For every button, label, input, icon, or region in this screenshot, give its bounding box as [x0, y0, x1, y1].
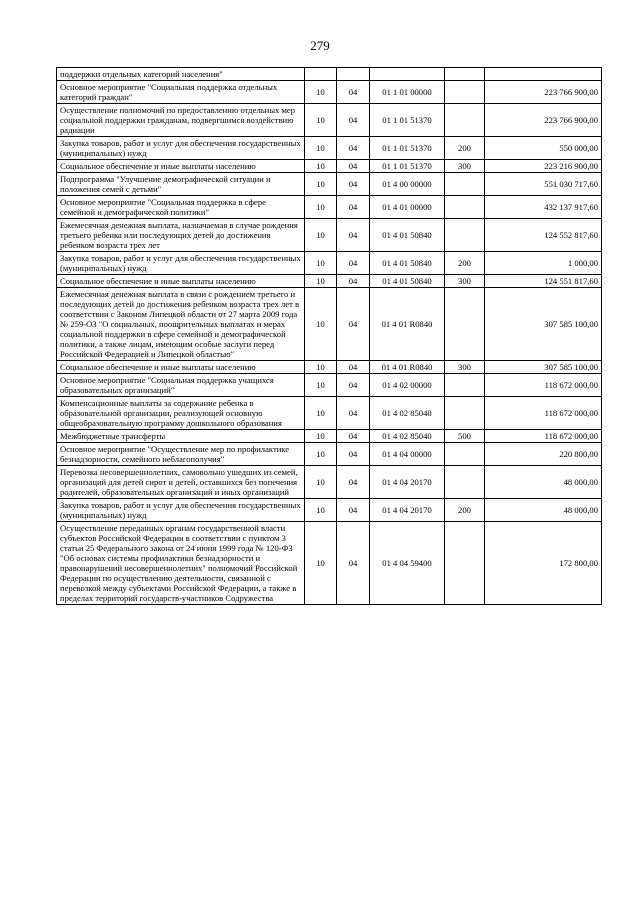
row-name: Осуществление переданных органам государственной власти субъектов Российской Федерации в соответствии с пунктом 3 статьи 25 Федерального закона от 24 июня 1999 года № 120-ФЗ "Об основах системы профилактики безнадзорности и правонарушений несовершеннолетних" полномочий Российской Федерации по осуществлению деятельности, связанной с перевозкой между субъектами Российской Федерации, а также в пределах территорий государств-участников Содружества: [57, 522, 305, 605]
row-section: 10: [305, 522, 337, 605]
row-target-code: 01 1 01 51370: [370, 104, 445, 137]
row-expense-type: [445, 196, 485, 219]
row-section: 10: [305, 288, 337, 361]
table-row: [57, 466, 602, 499]
row-name: Ежемесячная денежная выплата, назначаемая в случае рождения третьего ребенка или последующих детей до достижения ребенком возраста трех лет: [57, 219, 305, 252]
row-subsection: 04: [337, 160, 370, 173]
row-target-code: 01 4 01 50840: [370, 275, 445, 288]
row-amount: 223 216 900,00: [485, 160, 602, 173]
row-subsection: 04: [337, 196, 370, 219]
row-expense-type: [445, 288, 485, 361]
row-target-code: 01 4 01 50840: [370, 252, 445, 275]
row-expense-type: 200: [445, 137, 485, 160]
row-section: 10: [305, 275, 337, 288]
row-section: 10: [305, 173, 337, 196]
row-subsection: 04: [337, 466, 370, 499]
row-amount: 307 585 100,00: [485, 361, 602, 374]
row-expense-type: [445, 397, 485, 430]
row-subsection: 04: [337, 252, 370, 275]
row-expense-type: 200: [445, 499, 485, 522]
table-row: [57, 397, 602, 430]
row-amount: 550 000,00: [485, 137, 602, 160]
row-name: Основное мероприятие "Социальная поддержка в сфере семейной и демографической политики": [57, 196, 305, 219]
row-amount: 220 800,00: [485, 443, 602, 466]
row-expense-type: [445, 81, 485, 104]
table-row: [57, 361, 602, 374]
row-target-code: 01 4 02 85040: [370, 397, 445, 430]
row-expense-type: [445, 173, 485, 196]
row-subsection: 04: [337, 275, 370, 288]
row-expense-type: 300: [445, 160, 485, 173]
row-subsection: 04: [337, 137, 370, 160]
table-row: [57, 288, 602, 361]
row-section: 10: [305, 160, 337, 173]
row-section: 10: [305, 374, 337, 397]
table-row: [57, 252, 602, 275]
row-section: 10: [305, 361, 337, 374]
table-row: [57, 275, 602, 288]
row-subsection: 04: [337, 219, 370, 252]
row-target-code: 01 1 01 00000: [370, 81, 445, 104]
row-name: Социальное обеспечение и иные выплаты населению: [57, 361, 305, 374]
row-section: 10: [305, 137, 337, 160]
row-amount: 118 672 000,00: [485, 430, 602, 443]
row-target-code: 01 4 02 00000: [370, 374, 445, 397]
row-section: 10: [305, 443, 337, 466]
row-target-code: 01 4 04 00000: [370, 443, 445, 466]
row-name: Подпрограмма "Улучшение демографической ситуации и положения семей с детьми": [57, 173, 305, 196]
row-amount: 307 585 100,00: [485, 288, 602, 361]
row-amount: 124 551 817,60: [485, 275, 602, 288]
row-expense-type: [445, 104, 485, 137]
row-name: Межбюджетные трансферты: [57, 430, 305, 443]
page-number: 279: [310, 38, 330, 53]
row-target-code: 01 4 02 85040: [370, 430, 445, 443]
row-target-code: 01 4 01 R0840: [370, 288, 445, 361]
row-amount: 432 137 917,60: [485, 196, 602, 219]
row-target-code: 01 4 01 00000: [370, 196, 445, 219]
row-amount: 48 000,00: [485, 466, 602, 499]
row-target-code: 01 1 01 51370: [370, 137, 445, 160]
row-section: 10: [305, 397, 337, 430]
row-expense-type: [445, 68, 485, 81]
row-name: Основное мероприятие "Социальная поддержка учащихся образовательных организаций": [57, 374, 305, 397]
row-name: Осуществление полномочий по предоставлению отдельных мер социальной поддержки гражданам, подвергшимся воздействию радиации: [57, 104, 305, 137]
table-row: [57, 374, 602, 397]
table-row: [57, 173, 602, 196]
table-row: [57, 196, 602, 219]
row-subsection: 04: [337, 499, 370, 522]
row-expense-type: [445, 443, 485, 466]
row-target-code: [370, 68, 445, 81]
row-expense-type: [445, 522, 485, 605]
row-target-code: 01 1 01 51370: [370, 160, 445, 173]
row-amount: 172 800,00: [485, 522, 602, 605]
row-name: Перевозка несовершеннолетних, самовольно ушедших из семей, организаций для детей сирот и детей, оставшихся без попечения родителей, образовательных организаций и иных организаций: [57, 466, 305, 499]
row-amount: [485, 68, 602, 81]
table-row: [57, 81, 602, 104]
row-expense-type: [445, 466, 485, 499]
row-amount: 223 766 900,00: [485, 81, 602, 104]
row-subsection: 04: [337, 522, 370, 605]
row-target-code: 01 4 00 00000: [370, 173, 445, 196]
row-expense-type: [445, 219, 485, 252]
row-target-code: 01 4 04 20170: [370, 499, 445, 522]
row-name: Ежемесячная денежная выплата в связи с рождением третьего и последующих детей до достижения ребенком возраста трех лет в соответствии с Законом Липецкой области от 27 марта 2009 года № 259-ОЗ "О социальных, поощрительных выплатах и мерах социальной поддержки в сфере семейной и демографической политики, а также лицам, имеющим особые заслуги перед Российской Федерацией и Липецкой областью": [57, 288, 305, 361]
row-subsection: 04: [337, 430, 370, 443]
row-section: 10: [305, 219, 337, 252]
row-name: Основное мероприятие "Социальная поддержка отдельных категорий граждан": [57, 81, 305, 104]
row-amount: 118 672 000,00: [485, 397, 602, 430]
row-amount: 223 766 900,00: [485, 104, 602, 137]
row-subsection: 04: [337, 81, 370, 104]
row-name: Компенсационные выплаты за содержание ребенка в образовательной организации, реализующей основную общеобразовательную программу дошкольного образования: [57, 397, 305, 430]
budget-table: [56, 67, 602, 605]
row-section: 10: [305, 252, 337, 275]
row-name: Основное мероприятие "Осуществление мер по профилактике безнадзорности, семейного неблагополучия": [57, 443, 305, 466]
row-expense-type: 300: [445, 361, 485, 374]
row-section: 10: [305, 499, 337, 522]
table-row: [57, 137, 602, 160]
row-subsection: 04: [337, 361, 370, 374]
table-row: [57, 104, 602, 137]
row-amount: 118 672 000,00: [485, 374, 602, 397]
row-name: Социальное обеспечение и иные выплаты населению: [57, 160, 305, 173]
row-amount: 1 000,00: [485, 252, 602, 275]
row-target-code: 01 4 04 59400: [370, 522, 445, 605]
row-name: Закупка товаров, работ и услуг для обеспечения государственных (муниципальных) нужд: [57, 137, 305, 160]
row-expense-type: 500: [445, 430, 485, 443]
row-section: 10: [305, 81, 337, 104]
row-section: 10: [305, 466, 337, 499]
table-row: [57, 522, 602, 605]
row-amount: 551 030 717,60: [485, 173, 602, 196]
row-expense-type: 300: [445, 275, 485, 288]
row-name: поддержки отдельных категорий населения": [57, 68, 305, 81]
row-subsection: 04: [337, 104, 370, 137]
row-target-code: 01 4 04 20170: [370, 466, 445, 499]
row-name: Закупка товаров, работ и услуг для обеспечения государственных (муниципальных) нужд: [57, 252, 305, 275]
row-name: Закупка товаров, работ и услуг для обеспечения государственных (муниципальных) нужд: [57, 499, 305, 522]
table-row: [57, 219, 602, 252]
row-section: [305, 68, 337, 81]
row-subsection: 04: [337, 397, 370, 430]
row-subsection: 04: [337, 443, 370, 466]
table-row: [57, 499, 602, 522]
row-amount: 124 552 817,60: [485, 219, 602, 252]
row-target-code: 01 4 01 50840: [370, 219, 445, 252]
row-expense-type: [445, 374, 485, 397]
row-section: 10: [305, 104, 337, 137]
table-row: [57, 430, 602, 443]
row-subsection: 04: [337, 173, 370, 196]
table-row: [57, 160, 602, 173]
row-expense-type: 200: [445, 252, 485, 275]
row-target-code: 01 4 01 R0840: [370, 361, 445, 374]
table-row: [57, 68, 602, 81]
row-name: Социальное обеспечение и иные выплаты населению: [57, 275, 305, 288]
row-amount: 48 000,00: [485, 499, 602, 522]
row-section: 10: [305, 430, 337, 443]
row-subsection: [337, 68, 370, 81]
table-row: [57, 443, 602, 466]
row-subsection: 04: [337, 288, 370, 361]
row-section: 10: [305, 196, 337, 219]
row-subsection: 04: [337, 374, 370, 397]
